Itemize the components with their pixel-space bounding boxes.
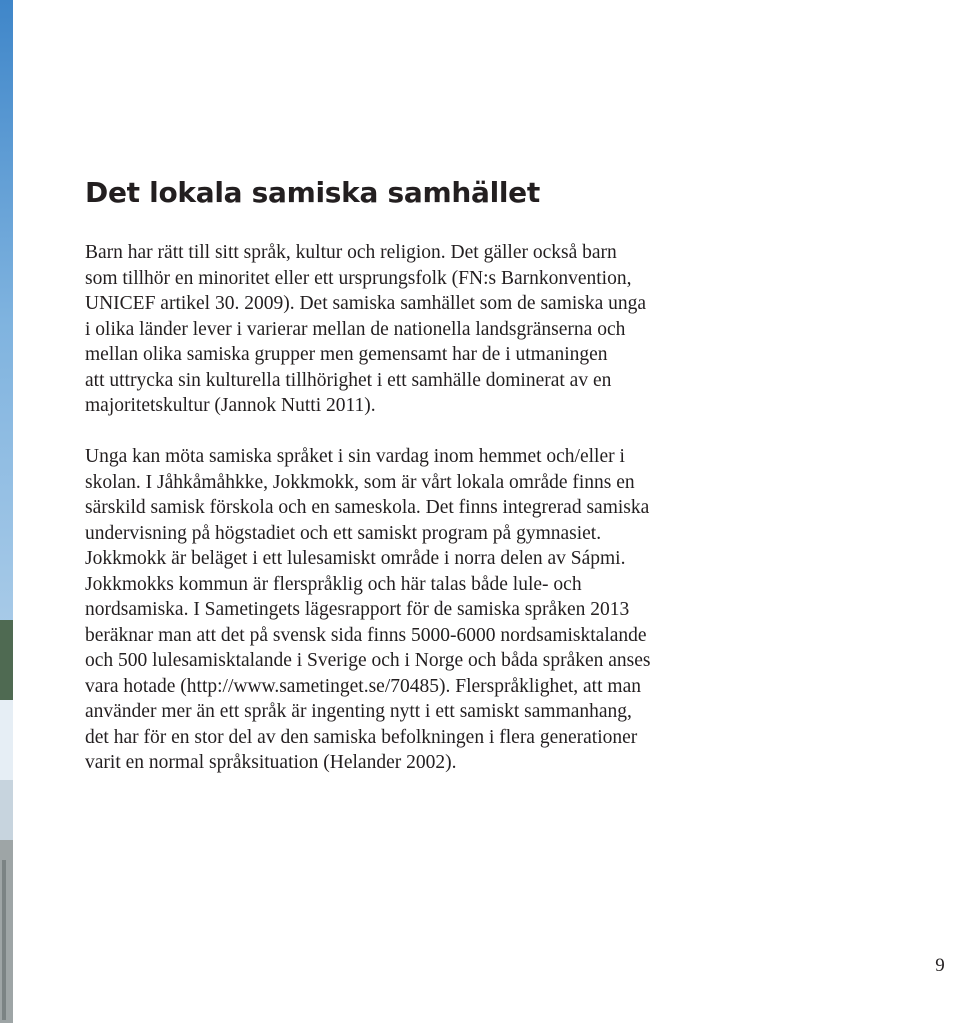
- photo-edge-strip: [0, 0, 13, 1023]
- body-paragraph-2: Unga kan möta samiska språket i sin vardag inom hemmet och/eller i skolan. I Jåhkåmåhkke, Jokkmokk, som är vårt lokala område finns en särskild samisk förskola och en sameskola. Det finns integrerad samiska undervisning på högstadiet och ett samiskt program på gymnasiet. Jokkmokk är beläget i ett lulesamiskt område i norra delen av Sápmi. Jokkmokks kommun är flerspråklig och här talas både lule- och nordsamiska. I Sametingets lägesrapport för de samiska språken 2013 beräknar man att det på svensk sida finns 5000-6000 nordsamisktalande och 500 lulesamisktalande i Sverige och i Norge och båda språken anses vara hotade (http://www.sametinget.se/70485). Flerspråklighet, att man använder mer än ett språk är ingenting nytt i ett samiskt sammanhang, det har för en stor del av den samiska befolkningen i flera generationer varit en normal språksituation (Helander 2002).: [85, 446, 651, 773]
- body-paragraph-1: Barn har rätt till sitt språk, kultur och religion. Det gäller också barn som tillhör en minoritet eller ett ursprungsfolk (FN:s Barnkonvention, UNICEF artikel 30. 2009). Det samiska samhället som de samiska unga i olika länder lever i varierar mellan de nationella landsgränserna och mellan olika samiska grupper men gemensamt har de i utmaningen att uttrycka sin kulturella tillhörighet i ett samhälle dominerat av en majoritetskultur (Jannok Nutti 2011).: [85, 242, 647, 416]
- page-content: [85, 170, 705, 801]
- page-number: 9: [935, 955, 945, 976]
- landscape-photo-fragment: [0, 0, 13, 1023]
- page-title: Det lokala samiska samhället: [85, 176, 540, 209]
